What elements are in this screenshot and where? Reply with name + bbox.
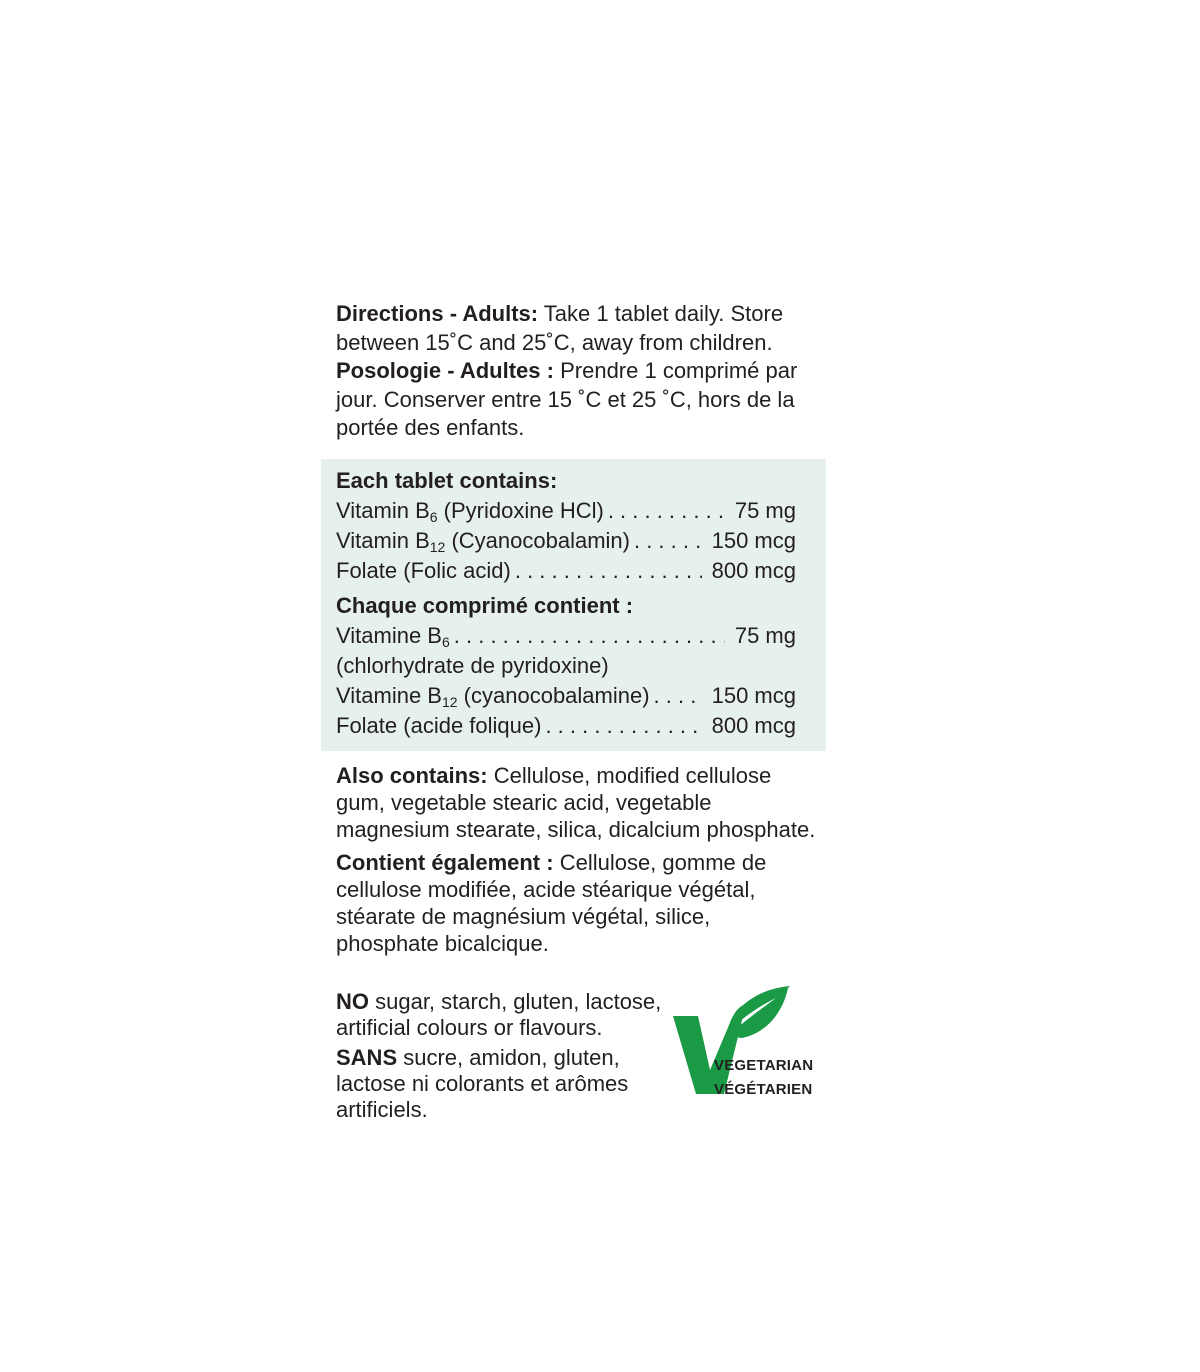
badge-label-french: VÉGÉTARIEN	[714, 1081, 813, 1098]
ingredient-row: Vitamine $B_6$ . . . 75 mg	[336, 621, 796, 651]
directions-french-label: Posologie - Adultes :	[336, 358, 554, 383]
also-contains-french-label: Contient également :	[336, 850, 554, 875]
ingredient-source: (chlorhydrate de pyridoxine)	[336, 653, 609, 678]
badge-label-english: VEGETARIAN	[714, 1057, 814, 1074]
also-contains-french-text: Cellulose, gomme de cellulose modifiée, acide stéarique végétal, stéarate de magnésium végétal, silice, phosphate bicalcique.	[336, 850, 767, 956]
dot-leader	[630, 526, 702, 556]
free-from-french	[336, 1045, 666, 1123]
directions-section	[336, 300, 816, 443]
also-contains-section	[336, 762, 816, 963]
free-from-section	[336, 989, 666, 1127]
free-from-english	[336, 989, 666, 1041]
ingredient-row: Vitamin $B_6$ (Pyridoxine HCl) . . . 75 mg	[336, 496, 796, 526]
free-from-english-label: NO	[336, 989, 369, 1014]
free-from-french-text: sucre, amidon, gluten, lactose ni colorants et arômes artificiels.	[336, 1045, 629, 1122]
directions-french-text: Prendre 1 comprimé par jour. Conserver entre 15 ˚C et 25 ˚C, hors de la portée des enfants.	[336, 358, 798, 440]
dot-leader	[604, 496, 725, 526]
ingredient-amount: 800 mcg	[711, 713, 796, 738]
dot-leader	[511, 556, 702, 586]
free-from-english-text: sugar, starch, gluten, lactose, artificial colours or flavours.	[336, 989, 662, 1040]
ingredient-amount: 150 mcg	[711, 528, 796, 553]
ingredient-amount: 150 mcg	[711, 683, 796, 708]
ingredient-row: Vitamine $B_{12}$ (cyanocobalamine) . . . 150 mcg	[336, 681, 796, 711]
directions-english	[336, 300, 816, 357]
also-contains-english-text: Cellulose, modified cellulose gum, vegetable stearic acid, vegetable magnesium stearate, silica, dicalcium phosphate.	[336, 763, 816, 842]
ingredient-row: Folate (Folic acid) . . . 800 mcg	[336, 556, 796, 586]
directions-english-text: Take 1 tablet daily. Store between 15˚C and 25˚C, away from children.	[336, 301, 784, 355]
also-contains-french	[336, 849, 816, 957]
ingredients-title-english: Each tablet contains:	[336, 468, 558, 493]
ingredient-row: Vitamin $B_{12}$ (Cyanocobalamin) . . . 150 mcg	[336, 526, 796, 556]
ingredient-amount: 800 mcg	[711, 558, 796, 583]
ingredient-amount: 75 mg	[734, 498, 796, 523]
dot-leader	[541, 711, 701, 741]
ingredient-row: Folate (acide folique) . . . 800 mcg	[336, 711, 796, 741]
ingredients-title-french: Chaque comprimé contient :	[336, 593, 634, 618]
also-contains-english	[336, 762, 816, 843]
directions-french	[336, 357, 816, 443]
also-contains-english-label: Also contains:	[336, 763, 488, 788]
dot-leader	[650, 681, 702, 711]
free-from-french-label: SANS	[336, 1045, 398, 1070]
directions-english-label: Directions - Adults:	[336, 301, 539, 326]
dot-leader	[450, 621, 725, 651]
ingredient-amount: 75 mg	[734, 623, 796, 648]
